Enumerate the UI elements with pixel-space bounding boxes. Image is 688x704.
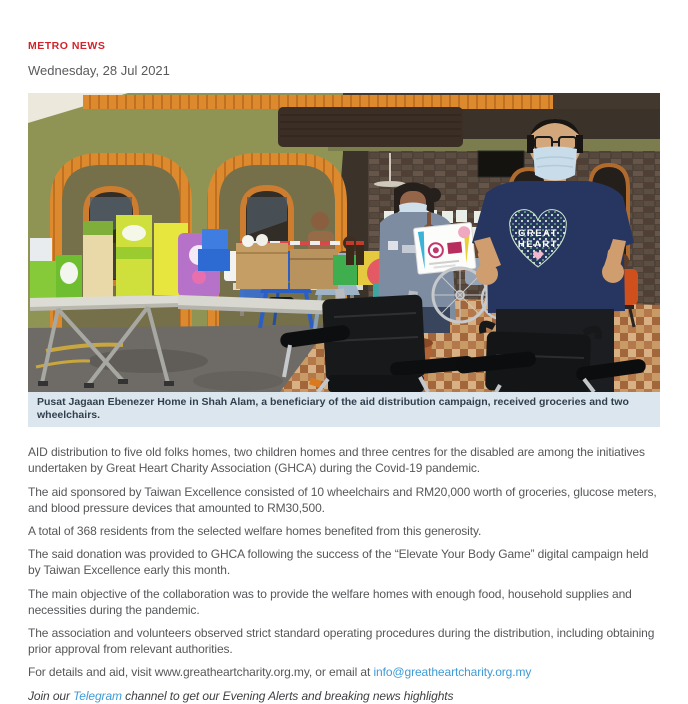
- article-contact-line: [28, 664, 660, 680]
- article-paragraph: A total of 368 residents from the selected welfare homes benefited from this generosity.: [28, 524, 482, 538]
- photo-caption: Pusat Jagaan Ebenezer Home in Shah Alam, a beneficiary of the aid distribution campaign, received groceries and two wheelchairs.: [28, 392, 660, 427]
- article-paragraph: AID distribution to five old folks homes, two children homes and three centres for the disabled are among the initiatives undertaken by Great Heart Charity Association (GHCA) during the Covid-19 pandemic.: [28, 445, 645, 476]
- article-paragraph: The said donation was provided to GHCA following the success of the “Elevate Your Body Game” digital campaign held by Taiwan Excellence early this month.: [28, 547, 649, 578]
- footer-prefix: Join our: [28, 688, 74, 703]
- article-photo: [28, 93, 660, 392]
- shirt-logo-text-1: GREAT: [517, 228, 559, 239]
- footer-note: [28, 688, 660, 704]
- article-body: [28, 444, 660, 703]
- article-date: Wednesday, 28 Jul 2021: [28, 63, 170, 78]
- footer-suffix: channel to get our Evening Alerts and breaking news highlights: [121, 688, 454, 703]
- article-figure: [28, 93, 660, 427]
- category-label[interactable]: METRO NEWS: [28, 40, 106, 52]
- photo-illustration: [28, 93, 660, 392]
- contact-text: For details and aid, visit www.greatheartcharity.org.my, or email at: [28, 665, 374, 680]
- email-link[interactable]: info@greatheartcharity.org.my: [373, 665, 532, 680]
- shirt-logo-text-2: HEART: [517, 239, 559, 250]
- article-paragraph: The association and volunteers observed strict standard operating procedures during the distribution, including obtaining prior approval from relevant authorities.: [28, 625, 655, 657]
- article-paragraph: The main objective of the collaboration was to provide the welfare homes with enough food, household supplies and necessities during the pandemic.: [28, 586, 632, 617]
- article-paragraph: The aid sponsored by Taiwan Excellence consisted of 10 wheelchairs and RM20,000 worth of groceries, glucose meters, and blood pressure devices that amounted to RM30,500.: [28, 484, 657, 515]
- telegram-link[interactable]: Telegram: [73, 688, 122, 703]
